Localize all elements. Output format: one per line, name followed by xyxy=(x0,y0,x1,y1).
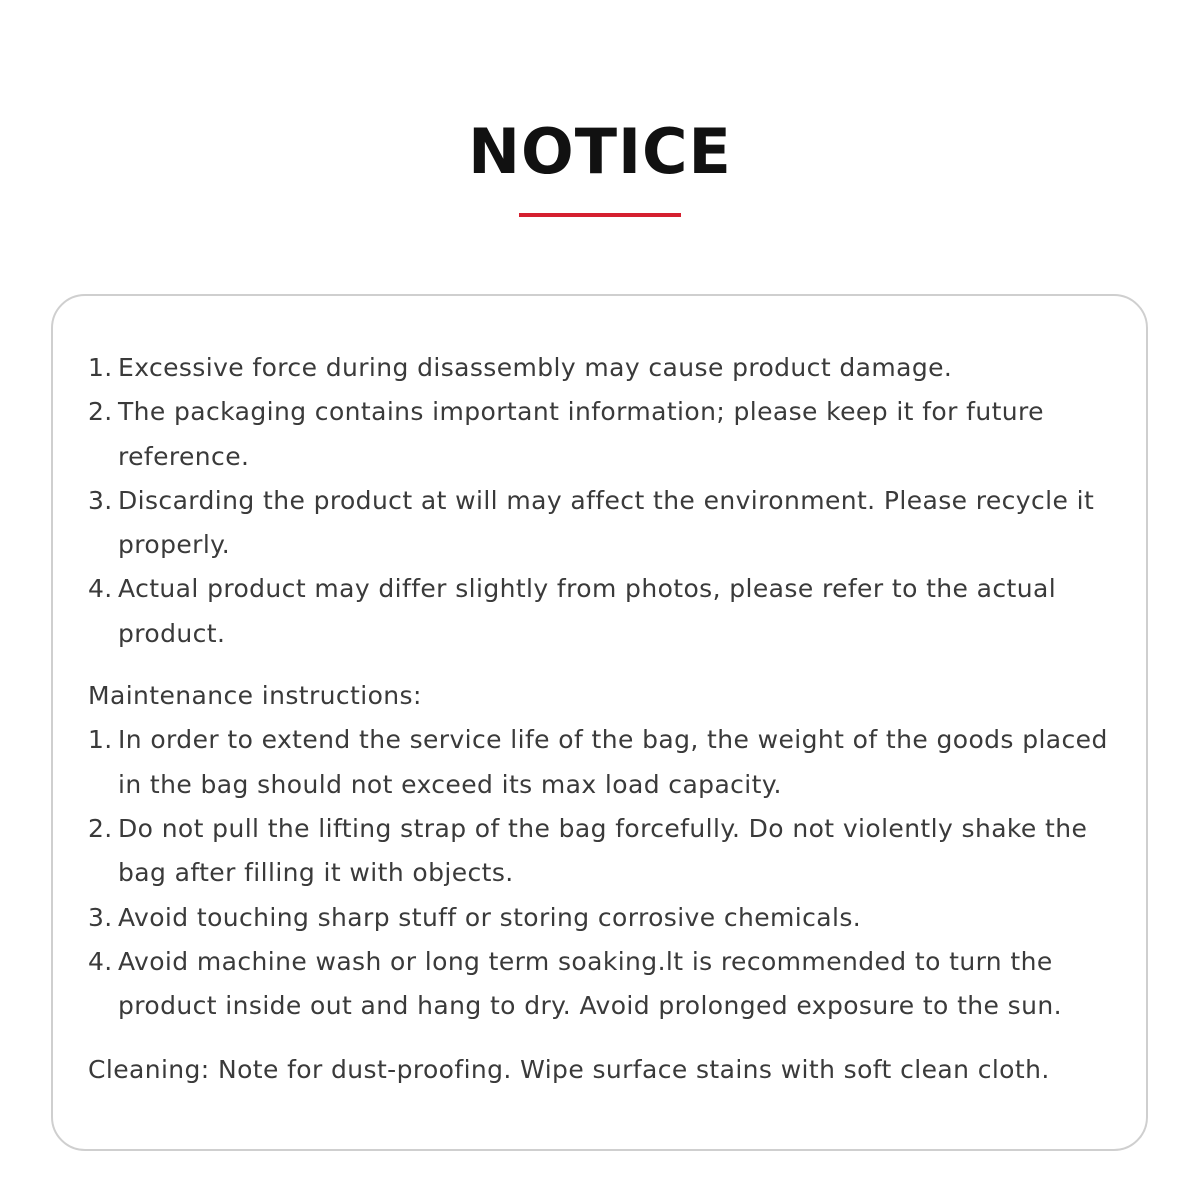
notice-content xyxy=(88,346,1128,1093)
list-item xyxy=(88,346,1128,390)
list-item xyxy=(88,807,1128,896)
list-item-number: 2. xyxy=(88,813,113,843)
list-item-text: In order to extend the service life of the bag, the weight of the goods placed in the bag should not exceed its max load capacity. xyxy=(118,725,1108,799)
list-item-number: 4. xyxy=(88,574,113,604)
list-item xyxy=(88,718,1128,807)
list-item-text: Discarding the product at will may affect the environment. Please recycle it properly. xyxy=(118,485,1095,560)
list-item-text: Do not pull the lifting strap of the bag forcefully. Do not violently shake the bag after filling it with objects. xyxy=(118,813,1088,888)
notice-list xyxy=(88,346,1128,656)
list-item-text: Avoid touching sharp stuff or storing corrosive chemicals. xyxy=(118,902,862,932)
list-item-number: 1. xyxy=(88,353,113,382)
list-item xyxy=(88,896,1128,940)
list-item-text: Avoid machine wash or long term soaking.lt is recommended to turn the product inside out and hang to dry. Avoid prolonged exposure to the sun. xyxy=(118,946,1062,1021)
page-title: NOTICE xyxy=(468,115,732,188)
cleaning-note: Cleaning: Note for dust-proofing. Wipe surface stains with soft clean cloth. xyxy=(88,1055,1050,1085)
list-item-number: 3. xyxy=(88,485,113,515)
list-item-text: Actual product may differ slightly from photos, please refer to the actual product. xyxy=(118,574,1057,648)
list-item-number: 2. xyxy=(88,397,113,427)
list-item-text: Excessive force during disassembly may cause product damage. xyxy=(118,353,953,382)
list-item xyxy=(88,390,1128,479)
title-underline xyxy=(519,213,681,217)
list-item xyxy=(88,940,1128,1029)
list-item xyxy=(88,479,1128,568)
maintenance-list xyxy=(88,718,1128,1028)
list-item-number: 1. xyxy=(88,725,113,755)
list-item-text: The packaging contains important information; please keep it for future reference. xyxy=(118,397,1044,471)
list-item-number: 4. xyxy=(88,946,113,976)
list-item xyxy=(88,567,1128,656)
maintenance-heading: Maintenance instructions: xyxy=(88,681,422,711)
list-item-number: 3. xyxy=(88,902,113,932)
